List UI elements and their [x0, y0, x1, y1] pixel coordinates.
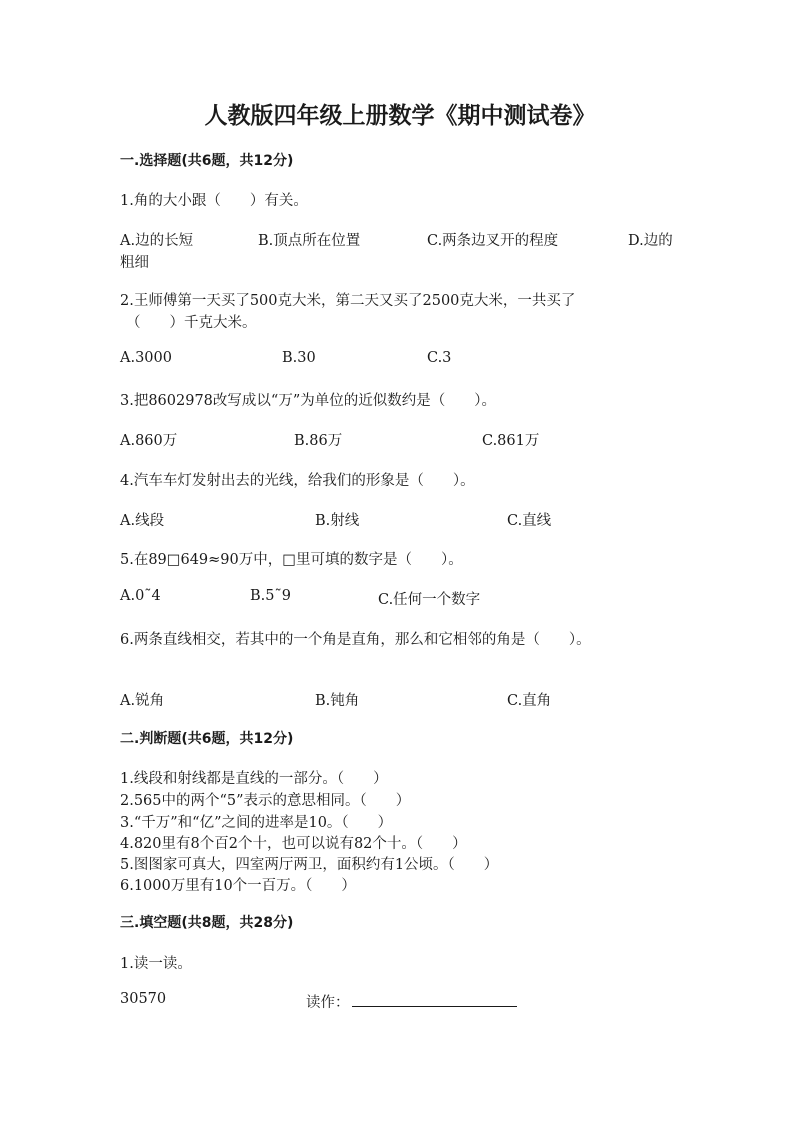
- q6-stem: 6.两条直线相交，若其中的一个角是直角，那么和它相邻的角是（ ）。: [120, 632, 591, 648]
- section1-heading: 一.选择题(共6题，共12分): [120, 153, 294, 169]
- q1-option-b: B.顶点所在位置: [258, 233, 361, 249]
- q2-option-a: A.3000: [120, 350, 172, 366]
- q6-option-c: C.直角: [507, 693, 552, 709]
- q6-option-b: B.钝角: [315, 693, 360, 709]
- section2-heading: 二.判断题(共6题，共12分): [120, 731, 294, 747]
- q5-stem: 5.在89□649≈90万中，□里可填的数字是（ ）。: [120, 552, 463, 568]
- q2-option-b: B.30: [282, 350, 316, 366]
- judge-item-5: 5.图图家可真大，四室两厅两卫，面积约有1公顷。（ ）: [120, 857, 499, 873]
- q3-option-c: C.861万: [482, 433, 540, 449]
- q3-stem: 3.把8602978改写成以“万”为单位的近似数约是（ ）。: [120, 393, 496, 409]
- q2-option-c: C.3: [427, 350, 452, 366]
- q1-option-c: C.两条边叉开的程度: [427, 233, 559, 249]
- q3-option-a: A.860万: [120, 433, 178, 449]
- judge-item-3: 3.“千万”和“亿”之间的进率是10。（ ）: [120, 815, 393, 831]
- judge-item-2: 2.565中的两个“5”表示的意思相同。（ ）: [120, 793, 411, 809]
- section3-heading: 三.填空题(共8题，共28分): [120, 915, 294, 931]
- q4-option-c: C.直线: [507, 513, 552, 529]
- fill-q1-number: 30570: [120, 991, 167, 1007]
- q1-stem: 1.角的大小跟（ ）有关。: [120, 193, 308, 209]
- fill-q1-stem: 1.读一读。: [120, 956, 192, 972]
- q3-option-b: B.86万: [294, 433, 343, 449]
- fill-q1-read-label: 读作：: [306, 995, 350, 1011]
- q1-option-d-wrap: 粗细: [120, 255, 149, 271]
- page-title: 人教版四年级上册数学《期中测试卷》: [204, 102, 596, 129]
- q5-option-c: C.任何一个数字: [378, 592, 481, 608]
- judge-item-4: 4.820里有8个百2个十，也可以说有82个十。（ ）: [120, 836, 467, 852]
- q1-option-d: D.边的: [628, 233, 673, 249]
- fill-q1-answer-blank[interactable]: [352, 992, 517, 1007]
- q4-option-b: B.射线: [315, 513, 360, 529]
- judge-item-6: 6.1000万里有10个一百万。（ ）: [120, 878, 356, 894]
- q2-stem-line2: （ ）千克大米。: [126, 315, 257, 331]
- judge-item-1: 1.线段和射线都是直线的一部分。（ ）: [120, 771, 388, 787]
- q2-stem-line1: 2.王师傅第一天买了500克大米，第二天又买了2500克大米，一共买了: [120, 293, 576, 309]
- q5-option-a: A.0˜4: [120, 588, 161, 604]
- q5-option-b: B.5˜9: [250, 588, 291, 604]
- fill-q1-read-row: [306, 991, 517, 1012]
- q4-option-a: A.线段: [120, 513, 165, 529]
- q6-option-a: A.锐角: [120, 693, 165, 709]
- q1-option-a: A.边的长短: [120, 233, 194, 249]
- q4-stem: 4.汽车车灯发射出去的光线，给我们的形象是（ ）。: [120, 473, 475, 489]
